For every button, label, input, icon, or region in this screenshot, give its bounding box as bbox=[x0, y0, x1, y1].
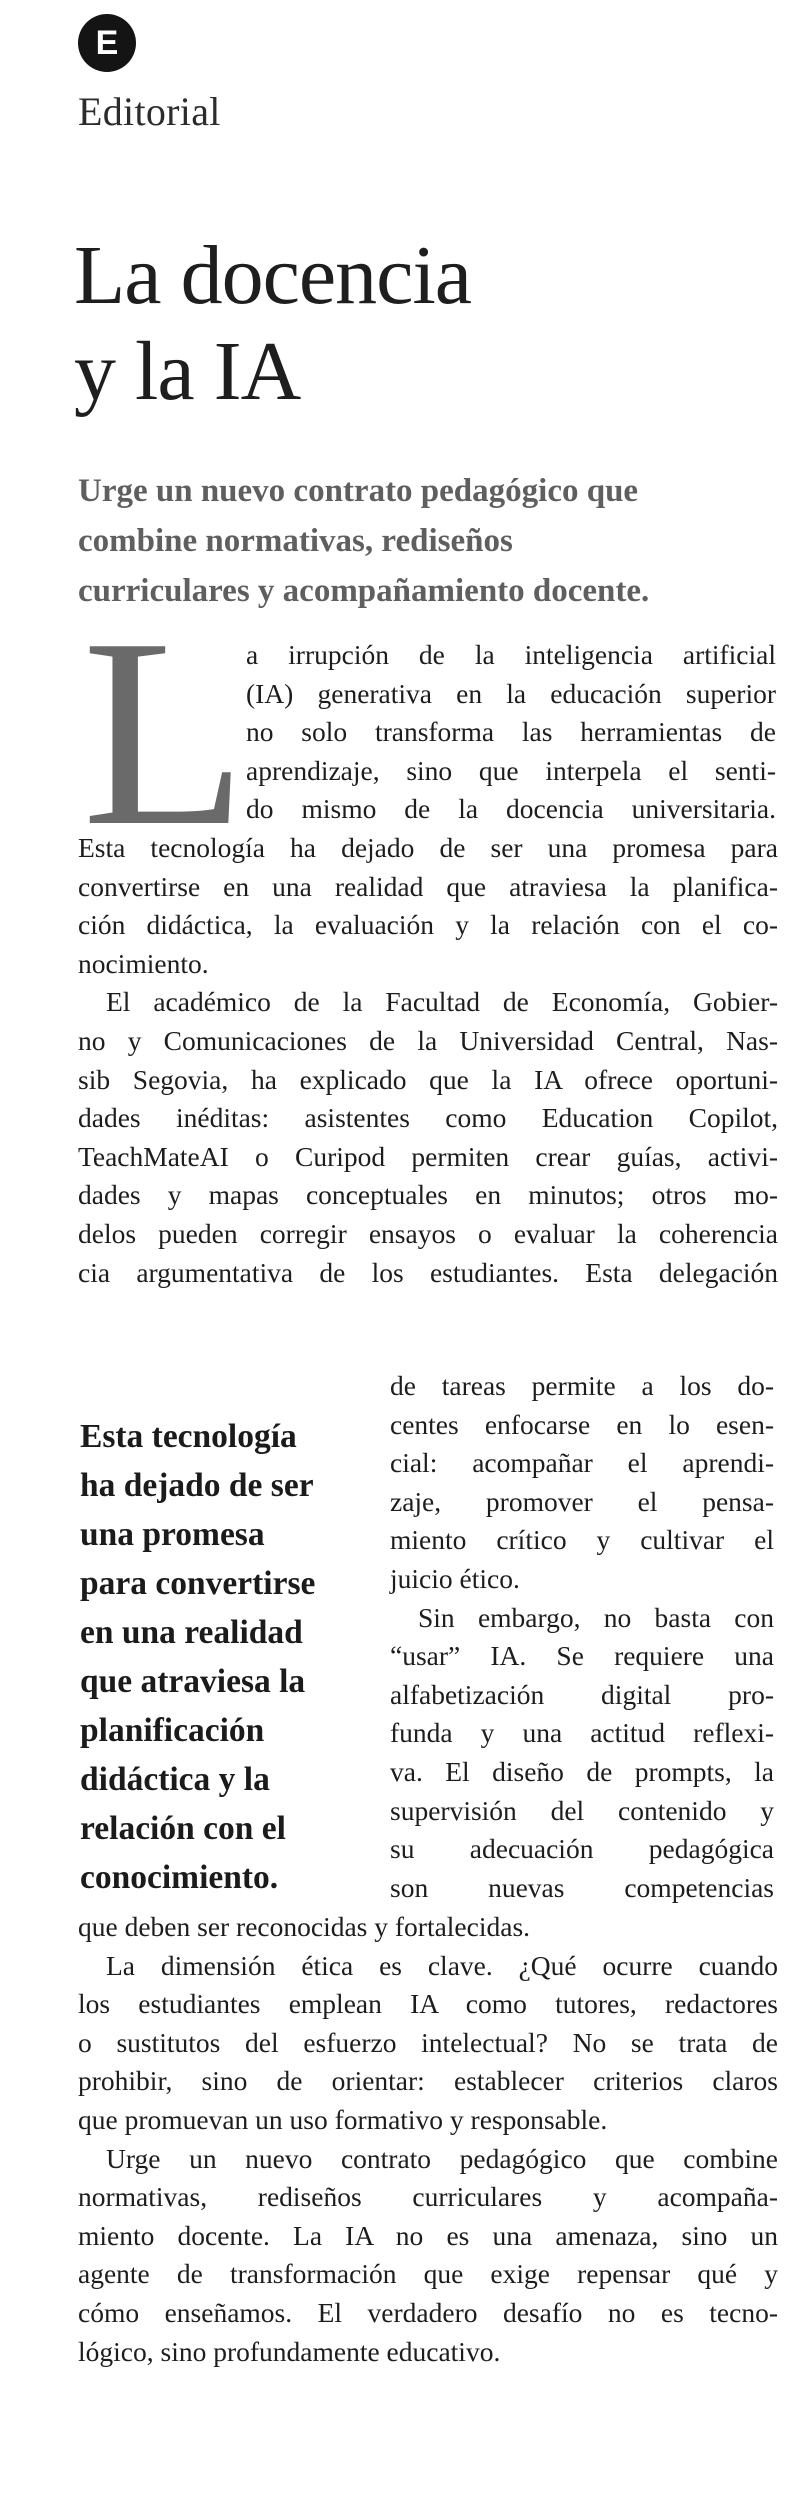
text-line: de tareas permite a los do- bbox=[390, 1370, 774, 1401]
text-line: que deben ser reconocidas y fortalecidas. bbox=[78, 1911, 531, 1942]
text-line: (IA) generativa en la educación superior bbox=[246, 677, 776, 709]
text-line: centes enfocarse en lo esen- bbox=[390, 1408, 774, 1440]
text-line: alfabetización digital pro- bbox=[390, 1678, 774, 1710]
text-line: va. El diseño de prompts, la bbox=[390, 1755, 774, 1787]
body-full-width-2 bbox=[78, 1908, 778, 2371]
text-line: o sustitutos del esfuerzo intelectual? No se trata de bbox=[78, 2026, 778, 2058]
pull-quote-line: una promesa bbox=[80, 1516, 265, 1553]
lede-line: Urge un nuevo contrato pedagógico que bbox=[78, 473, 639, 509]
text-line: son nuevas competencias bbox=[390, 1871, 774, 1903]
text-line: no solo transforma las herramientas de bbox=[246, 716, 776, 748]
text-line: su adecuación pedagógica bbox=[390, 1833, 774, 1865]
pull-quote-line: Esta tecnología bbox=[80, 1418, 297, 1455]
text-line: ción didáctica, la evaluación y la relación con el co- bbox=[78, 909, 778, 941]
body-full-width-1 bbox=[78, 829, 778, 1292]
lede-line: curriculares y acompañamiento docente. bbox=[78, 573, 650, 609]
pull-quote-line: conocimiento. bbox=[80, 1859, 279, 1896]
text-line: do mismo de la docencia universitaria. bbox=[246, 793, 776, 825]
text-line: cia argumentativa de los estudiantes. Esta delegación bbox=[78, 1256, 778, 1288]
lede-line: combine normativas, rediseños bbox=[78, 523, 513, 559]
pull-quote-line: planificación bbox=[80, 1712, 265, 1749]
text-line: dades inéditas: asistentes como Education Copilot, bbox=[78, 1102, 778, 1134]
headline-line: y la IA bbox=[74, 325, 301, 418]
paragraph-1-intro bbox=[246, 636, 776, 829]
text-line: prohibir, sino de orientar: establecer criterios claros bbox=[78, 2065, 778, 2097]
section-badge: E bbox=[78, 14, 136, 72]
text-line: agente de transformación que exige repensar qué y bbox=[78, 2258, 778, 2290]
text-line: aprendizaje, sino que interpela el senti- bbox=[246, 754, 776, 786]
headline-line: La docencia bbox=[74, 229, 472, 322]
text-line: supervisión del contenido y bbox=[390, 1794, 774, 1826]
drop-cap: L bbox=[82, 583, 247, 882]
text-line: funda y una actitud reflexi- bbox=[390, 1717, 774, 1749]
text-line: normativas, rediseños curriculares y acompaña- bbox=[78, 2181, 778, 2213]
text-line: miento docente. La IA no es una amenaza, sino un bbox=[78, 2219, 778, 2251]
text-line: “usar” IA. Se requiere una bbox=[390, 1640, 774, 1672]
text-line: dades y mapas conceptuales en minutos; otros mo- bbox=[78, 1179, 778, 1211]
text-line: delos pueden corregir ensayos o evaluar la coherencia bbox=[78, 1217, 778, 1249]
body-right-column bbox=[390, 1367, 774, 1907]
text-line: Sin embargo, no basta con bbox=[418, 1601, 774, 1633]
text-line: lógico, sino profundamente educativo. bbox=[78, 2335, 501, 2367]
pull-quote-line: ha dejado de ser bbox=[80, 1467, 314, 1504]
text-line: miento crítico y cultivar el bbox=[390, 1524, 774, 1556]
text-line: cómo enseñamos. El verdadero desafío no es tecno- bbox=[78, 2296, 778, 2328]
text-line: nocimiento. bbox=[78, 947, 209, 979]
section-label: Editorial bbox=[78, 89, 221, 134]
text-line: El académico de la Facultad de Economía, Gobier- bbox=[106, 986, 778, 1018]
text-line: La dimensión ética es clave. ¿Qué ocurre cuando bbox=[106, 1949, 778, 1981]
text-line: los estudiantes emplean IA como tutores, redactores bbox=[78, 1988, 778, 2020]
headline bbox=[74, 228, 754, 420]
pull-quote bbox=[80, 1412, 380, 1902]
text-line: convertirse en una realidad que atraviesa la planifica- bbox=[78, 870, 778, 902]
text-line: que promuevan un uso formativo y responsable. bbox=[78, 2103, 608, 2135]
pull-quote-line: que atraviesa la bbox=[80, 1663, 306, 1700]
pull-quote-line: relación con el bbox=[80, 1810, 286, 1847]
pull-quote-line: para convertirse bbox=[80, 1565, 316, 1602]
text-line: zaje, promover el pensa- bbox=[390, 1485, 774, 1517]
text-line: cial: acompañar el aprendi- bbox=[390, 1447, 774, 1479]
pull-quote-line: didáctica y la bbox=[80, 1761, 270, 1798]
text-line: juicio ético. bbox=[390, 1562, 520, 1594]
pull-quote-line: en una realidad bbox=[80, 1614, 303, 1651]
text-line: a irrupción de la inteligencia artificial bbox=[246, 639, 776, 670]
text-line: TeachMateAI o Curipod permiten crear guías, activi- bbox=[78, 1140, 778, 1172]
text-line: Urge un nuevo contrato pedagógico que combine bbox=[106, 2142, 778, 2174]
text-line: sib Segovia, ha explicado que la IA ofrece oportuni- bbox=[78, 1063, 778, 1095]
text-line: no y Comunicaciones de la Universidad Central, Nas- bbox=[78, 1024, 778, 1056]
text-line: Esta tecnología ha dejado de ser una promesa para bbox=[78, 832, 778, 863]
